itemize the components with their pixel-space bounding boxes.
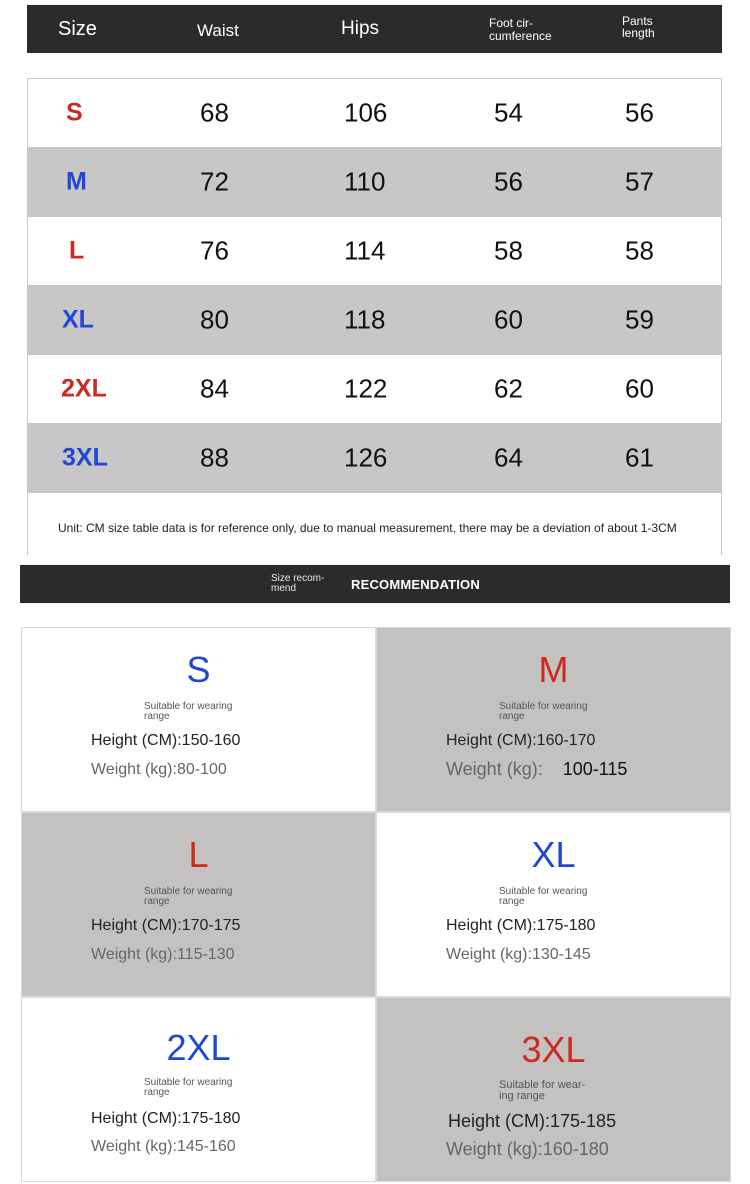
card-range-label: Suitable for wearing range <box>144 886 233 907</box>
header-size: Size <box>58 18 97 40</box>
pants-value: 56 <box>625 97 654 128</box>
card-weight <box>446 946 591 964</box>
foot-value: 64 <box>494 442 523 473</box>
card-weight-text: Weight (kg):115-130 <box>91 946 235 963</box>
size-label: 3XL <box>62 443 108 472</box>
card-weight-value: 100-115 <box>562 759 628 779</box>
card-size: 2XL <box>166 1027 231 1068</box>
foot-value: 58 <box>494 235 523 266</box>
card-weight-text: Weight (kg):80-100 <box>91 761 227 778</box>
recommendation-card-3xl <box>377 998 730 1181</box>
size-recommend-label: Size recom- mend <box>271 573 325 594</box>
card-size: M <box>538 649 569 690</box>
card-weight <box>91 946 234 964</box>
card-weight-text: Weight (kg): <box>446 759 543 779</box>
table-row <box>28 79 721 147</box>
card-weight-text: Weight (kg):145-160 <box>91 1138 236 1155</box>
card-height: Height (CM):150-160 <box>91 732 241 749</box>
waist-value: 88 <box>200 442 229 473</box>
foot-value: 54 <box>494 97 523 128</box>
hips-value: 122 <box>344 373 388 404</box>
card-weight <box>446 759 627 780</box>
card-range-label: Suitable for wear- ing range <box>499 1079 586 1102</box>
foot-value: 60 <box>494 304 523 335</box>
card-weight <box>91 1138 236 1156</box>
size-table <box>27 78 722 555</box>
card-size: 3XL <box>521 1029 586 1070</box>
waist-value: 80 <box>200 304 229 335</box>
recommendation-card-m <box>377 628 730 811</box>
header-waist: Waist <box>197 21 239 40</box>
foot-value: 62 <box>494 373 523 404</box>
card-range-label: Suitable for wearing range <box>499 886 588 907</box>
hips-value: 106 <box>344 97 388 128</box>
recommendation-card-l <box>22 813 375 996</box>
card-height: Height (CM):175-185 <box>448 1111 617 1131</box>
card-weight <box>91 761 227 779</box>
card-height: Height (CM):175-180 <box>91 1110 241 1127</box>
header-pants-length: Pants length <box>622 14 655 40</box>
header-hips: Hips <box>341 18 380 39</box>
size-table-header <box>27 5 722 53</box>
card-height: Height (CM):170-175 <box>91 917 241 934</box>
recommendation-grid <box>21 627 731 1182</box>
pants-value: 57 <box>625 166 654 197</box>
pants-value: 58 <box>625 235 654 266</box>
table-row <box>28 423 721 493</box>
recommendation-title: RECOMMENDATION <box>351 577 480 592</box>
card-weight-text: Weight (kg):160-180 <box>446 1139 609 1159</box>
card-size: L <box>188 834 209 875</box>
card-size: S <box>186 649 211 690</box>
size-label: L <box>69 236 85 265</box>
recommendation-card-xl <box>377 813 730 996</box>
waist-value: 68 <box>200 97 229 128</box>
measurement-note: Unit: CM size table data is for reference only, due to manual measurement, there may be a deviation of about 1-3CM <box>58 521 677 535</box>
waist-value: 76 <box>200 235 229 266</box>
size-label: S <box>66 98 83 127</box>
table-row <box>28 355 721 423</box>
size-label: XL <box>62 305 94 334</box>
pants-value: 59 <box>625 304 654 335</box>
card-size: XL <box>531 834 576 875</box>
waist-value: 84 <box>200 373 229 404</box>
size-label: 2XL <box>61 374 107 403</box>
card-weight <box>446 1139 609 1160</box>
recommendation-card-2xl <box>22 998 375 1181</box>
foot-value: 56 <box>494 166 523 197</box>
pants-value: 60 <box>625 373 654 404</box>
card-range-label: Suitable for wearing range <box>144 701 233 722</box>
header-foot-circumference: Foot cir- cumference <box>489 16 552 43</box>
recommendation-header <box>20 565 730 603</box>
table-row <box>28 147 721 217</box>
table-row <box>28 285 721 355</box>
hips-value: 126 <box>344 442 388 473</box>
hips-value: 110 <box>344 166 386 197</box>
hips-value: 118 <box>344 304 386 335</box>
recommendation-card-s <box>22 628 375 811</box>
table-row <box>28 217 721 285</box>
card-height: Height (CM):160-170 <box>446 732 596 749</box>
card-weight-text: Weight (kg):130-145 <box>446 946 591 963</box>
pants-value: 61 <box>625 442 654 473</box>
size-label: M <box>66 167 87 196</box>
waist-value: 72 <box>200 166 229 197</box>
card-range-label: Suitable for wearing range <box>499 701 588 722</box>
card-range-label: Suitable for wearing range <box>144 1077 233 1098</box>
card-height: Height (CM):175-180 <box>446 917 596 934</box>
hips-value: 114 <box>344 235 386 266</box>
